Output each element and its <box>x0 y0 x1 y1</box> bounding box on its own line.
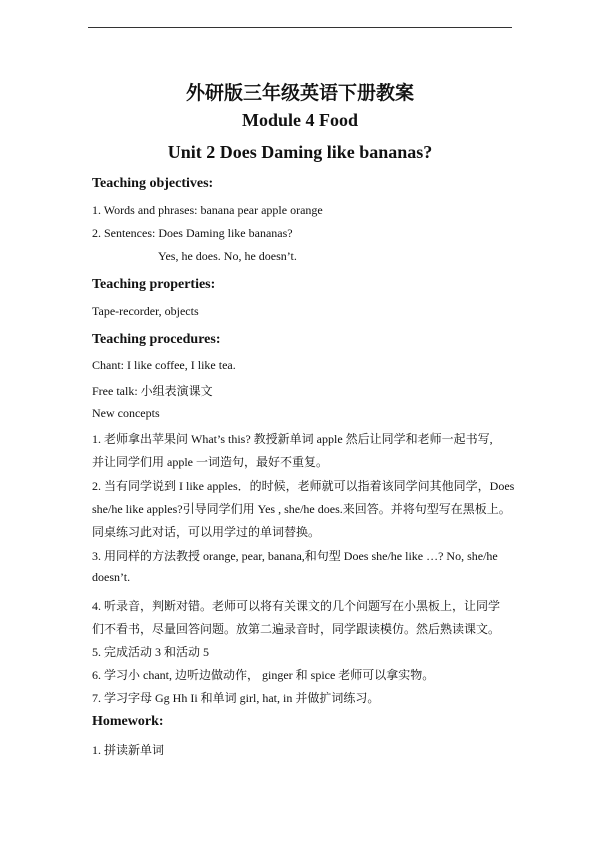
procedure-line: she/he like apples?引导同学们用 Yes , she/he does.来回答。并将句型写在黑板上。 <box>92 502 511 516</box>
procedure-line: 们不看书，尽量回答问题。放第二遍录音时，同学跟读模仿。然后熟读课文。 <box>92 622 501 636</box>
procedure-line: Chant: I like coffee, I like tea. <box>92 358 236 372</box>
properties-text: Tape-recorder, objects <box>92 304 199 318</box>
procedures-heading: Teaching procedures: <box>92 332 221 347</box>
objectives-heading: Teaching objectives: <box>92 176 214 191</box>
objective-line: 1. Words and phrases: banana pear apple orange <box>92 203 323 217</box>
procedure-line: 5. 完成活动 3 和活动 5 <box>92 645 210 659</box>
properties-heading: Teaching properties: <box>92 277 216 292</box>
procedure-line: doesn’t. <box>92 570 131 584</box>
module-title: Module 4 Food <box>241 110 358 130</box>
procedure-line: 4. 听录音，判断对错。老师可以将有关课文的几个问题写在小黑板上，让同学 <box>92 599 501 613</box>
procedure-line: 7. 学习字母 Gg Hh Ii 和单词 girl, hat, in 并做扩词练习。 <box>92 691 380 705</box>
procedure-line: 并让同学们用 apple 一词造句，最好不重复。 <box>92 455 328 469</box>
procedure-line: Free talk: 小组表演课文 <box>92 384 213 398</box>
procedure-line: 6. 学习小 chant, 边听边做动作， ginger 和 spice 老师可以拿实物。 <box>92 668 435 682</box>
homework-heading: Homework: <box>92 714 164 729</box>
document-title: 外研版三年级英语下册教案 <box>185 82 414 104</box>
procedure-line: 3. 用同样的方法教授 orange, pear, banana,和句型 Does she/he like …? No, she/he <box>92 549 498 563</box>
procedure-line: 1. 老师拿出苹果问 What’s this? 教授新单词 apple 然后让同学和老师一起书写, <box>92 432 493 446</box>
header-rule <box>88 27 512 28</box>
procedure-line: 同桌练习此对话，可以用学过的单词替换。 <box>92 525 321 539</box>
homework-line: 1. 拼读新单词 <box>92 743 165 757</box>
procedure-line: 2. 当有同学说到 I like apples．的时候，老师就可以指着该同学问其他同学，Does <box>92 479 515 493</box>
objective-line: 2. Sentences: Does Daming like bananas? <box>92 226 293 240</box>
procedure-line: New concepts <box>92 406 160 420</box>
objective-line: Yes, he does. No, he doesn’t. <box>158 249 297 263</box>
unit-title: Unit 2 Does Daming like bananas? <box>167 142 433 162</box>
